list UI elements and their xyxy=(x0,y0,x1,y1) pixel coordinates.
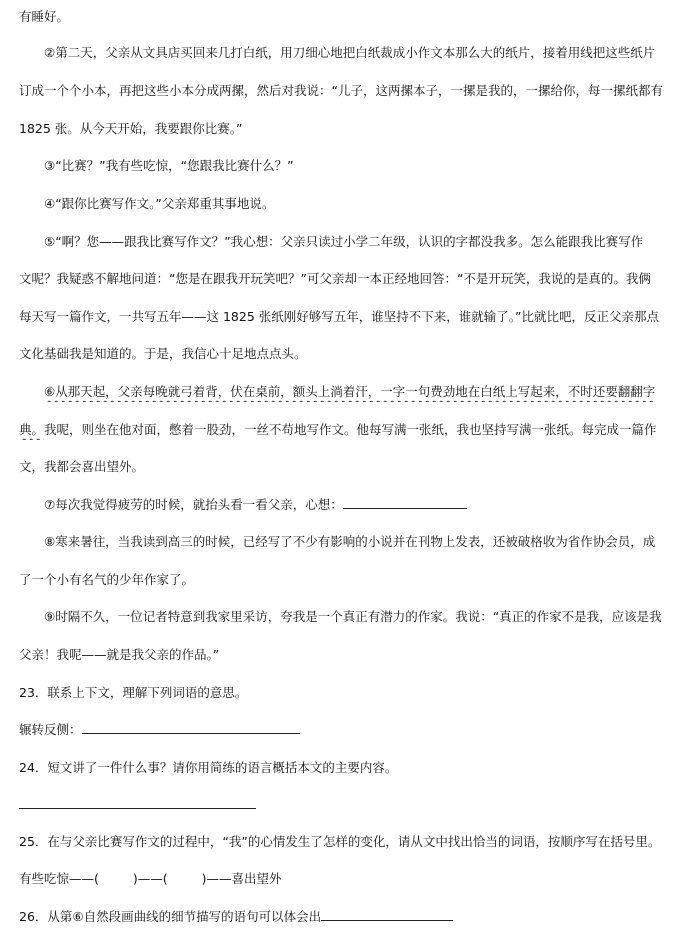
answer-blank[interactable] xyxy=(82,720,300,734)
question-25-answer-line xyxy=(19,869,667,889)
question-26 xyxy=(19,907,667,927)
paragraph-7-text: ⑦每次我觉得疲劳的时候，就抬头看一看父亲，心想： xyxy=(44,497,343,512)
paragraph-6-line xyxy=(44,382,667,402)
question-25-mid: )——( xyxy=(132,871,168,886)
paragraph-5-line: 文化基础我是知道的。于是，我信心十足地点点头。 xyxy=(19,346,307,361)
paragraph-2-line: ②第二天，父亲从文具店买回来几打白纸，用刀细心地把白纸裁成小作文本那么大的纸片，接着用线把这些纸片 xyxy=(44,45,656,60)
wavy-underlined-detail-end: 典。 xyxy=(19,422,45,437)
paragraph-8-line: 了一个小有名气的少年作家了。 xyxy=(19,572,195,587)
question-24-answer-line xyxy=(19,795,667,815)
question-23-answer-line xyxy=(19,720,667,740)
question-25-end: )——喜出望外 xyxy=(201,871,282,886)
answer-blank[interactable] xyxy=(321,907,453,921)
question-25: 25．在与父亲比赛写作文的过程中，“我”的心情发生了怎样的变化，请从文中找出恰当的词语，按顺序写在括号里。 xyxy=(19,834,661,849)
wavy-underlined-detail: ⑥从那天起，父亲每晚就弓着背，伏在桌前，额头上淌着汗，一字一句费劲地在白纸上写起来，不时还要翻翻字 xyxy=(44,384,656,399)
paragraph-9-line: 父亲！我呢——就是我父亲的作品。” xyxy=(19,647,220,662)
paragraph-6-line: 文，我都会喜出望外。 xyxy=(19,459,145,474)
paragraph-2-line: 1825 张。从今天开始，我要跟你比赛。” xyxy=(19,121,243,136)
question-23: 23．联系上下文，理解下列词语的意思。 xyxy=(19,685,248,700)
paragraph-4-line: ④“跟你比赛写作文。”父亲郑重其事地说。 xyxy=(44,196,275,211)
question-24: 24．短文讲了一件什么事？请你用简练的语言概括本文的主要内容。 xyxy=(19,760,398,775)
paragraph-7-line xyxy=(44,495,667,515)
paragraph-6-text: 我呢，则坐在他对面，憋着一股劲，一丝不苟地写作文。他每写满一张纸，我也坚持写满一张纸。每完成一篇作 xyxy=(44,422,657,437)
answer-blank[interactable] xyxy=(19,795,256,809)
paragraph-8-line: ⑧寒来暑往，当我读到高三的时候，已经写了不少有影响的小说并在刊物上发表，还被破格收为省作协会员，成 xyxy=(44,534,656,549)
paragraph-6-line xyxy=(19,420,667,440)
question-25-start: 有些吃惊——( xyxy=(19,871,99,886)
question-23-term: 辗转反侧： xyxy=(19,722,82,737)
fill-in-blank[interactable] xyxy=(343,495,467,509)
paragraph-3-line: ③“比赛？”我有些吃惊，“您跟我比赛什么？” xyxy=(44,158,294,173)
paragraph-5-line: 文呢？我疑惑不解地问道：“您是在跟我开玩笑吧？”可父亲却一本正经地回答：“不是开玩笑，我说的是真的。我俩 xyxy=(19,271,651,286)
paragraph-line: 有睡好。 xyxy=(19,9,70,24)
paragraph-5-line: 每天写一篇作文，一共写五年——这 1825 张纸刚好够写五年，谁坚持不下来，谁就输了。”比就比吧，反正父亲那点 xyxy=(19,309,659,324)
paragraph-9-line: ⑨时隔不久，一位记者特意到我家里采访，夸我是一个真正有潜力的作家。我说：“真正的作家不是我，应该是我 xyxy=(44,609,662,624)
question-26-text: 26．从第⑥自然段画曲线的细节描写的语句可以体会出 xyxy=(19,909,322,924)
paragraph-2-line: 订成一个个小本，再把这些小本分成两摞，然后对我说：“儿子，这两摞本子，一摞是我的，一摞给你，每一摞纸都有 xyxy=(19,83,663,98)
paragraph-5-line: ⑤“啊？您——跟我比赛写作文？”我心想：父亲只读过小学二年级，认识的字都没我多。怎么能跟我比赛写作 xyxy=(44,234,644,249)
